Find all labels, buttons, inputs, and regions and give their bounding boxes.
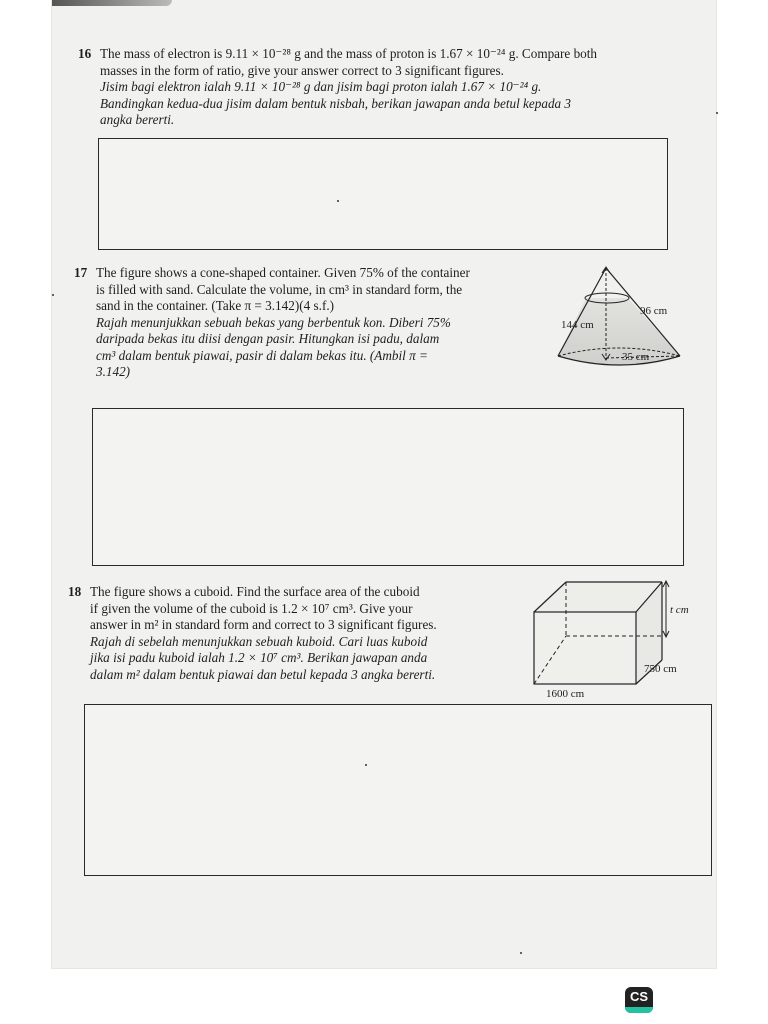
- page-speck: [716, 112, 718, 114]
- cuboid-diagram: [520, 578, 696, 702]
- answer-box-18[interactable]: [84, 704, 712, 876]
- question-number: 18: [68, 584, 82, 599]
- page-speck: [52, 294, 54, 296]
- question-text-en-line: The figure shows a cone-shaped container. Given 75% of the container: [96, 265, 470, 280]
- length-label: 1600 cm: [546, 688, 585, 700]
- question-text-en-line: if given the volume of the cuboid is 1.2 × 10⁷ cm³. Give your: [90, 600, 413, 616]
- camscanner-badge: [625, 987, 653, 1013]
- height-label: t cm: [670, 604, 689, 616]
- page-speck: [520, 952, 522, 954]
- question-text-ms-line: Rajah di sebelah menunjukkan sebuah kuboid. Cari luas kuboid: [90, 633, 428, 649]
- question-text-en-line: sand in the container. (Take π = 3.142)(4 s.f.): [96, 298, 335, 313]
- answer-box-16[interactable]: [98, 138, 668, 250]
- question-text-ms-line: 3.142): [96, 364, 131, 379]
- question-text-ms-line: angka bererti.: [100, 112, 175, 127]
- question-text-en-line: masses in the form of ratio, give your answer correct to 3 significant figures.: [100, 62, 504, 78]
- page-edge-shadow: [52, 0, 172, 6]
- answer-box-17[interactable]: [92, 408, 684, 566]
- question-text-ms-line: Jisim bagi elektron ialah 9.11 × 10⁻²⁸ g dan jisim bagi proton ialah 1.67 × 10⁻²⁴ g.: [100, 79, 542, 94]
- question-text-ms-line: dalam m² dalam bentuk piawai dan betul kepada 3 angka bererti.: [90, 666, 436, 682]
- question-text-en-line: The figure shows a cuboid. Find the surface area of the cuboid: [90, 584, 420, 599]
- question-text-ms-line: daripada bekas itu diisi dengan pasir. Hitungkan isi padu, dalam: [96, 331, 440, 346]
- cone-diagram: [548, 262, 688, 374]
- question-text-ms-line: Bandingkan kedua-dua jisim dalam bentuk nisbah, berikan jawapan anda betul kepada 3: [100, 95, 572, 111]
- page-speck: [337, 200, 339, 202]
- height-label: 144 cm: [561, 319, 594, 331]
- question-number: 16: [78, 46, 92, 61]
- question-text-en-line: is filled with sand. Calculate the volume, in cm³ in standard form, the: [96, 281, 463, 297]
- page-speck: [365, 764, 367, 766]
- question-text-ms-line: cm³ dalam bentuk piawai, pasir di dalam bekas itu. (Ambil π =: [96, 347, 428, 363]
- radius-label: 35 cm: [622, 351, 650, 363]
- question-text-en-line: The mass of electron is 9.11 × 10⁻²⁸ g and the mass of proton is 1.67 × 10⁻²⁴ g. Compare both: [100, 46, 598, 61]
- depth-label: 750 cm: [644, 663, 677, 675]
- badge-stripe: [625, 1007, 653, 1013]
- question-text-ms-line: jika isi padu kuboid ialah 1.2 × 10⁷ cm³. Berikan jawapan anda: [90, 650, 428, 665]
- question-text-en-line: answer in m² in standard form and correct to 3 significant figures.: [90, 617, 437, 632]
- badge-text: CS: [629, 989, 649, 1004]
- question-number: 17: [74, 265, 88, 280]
- slant-label: 96 cm: [640, 305, 668, 317]
- cuboid-front-face: [534, 612, 636, 684]
- question-text-ms-line: Rajah menunjukkan sebuah bekas yang berbentuk kon. Diberi 75%: [96, 314, 451, 330]
